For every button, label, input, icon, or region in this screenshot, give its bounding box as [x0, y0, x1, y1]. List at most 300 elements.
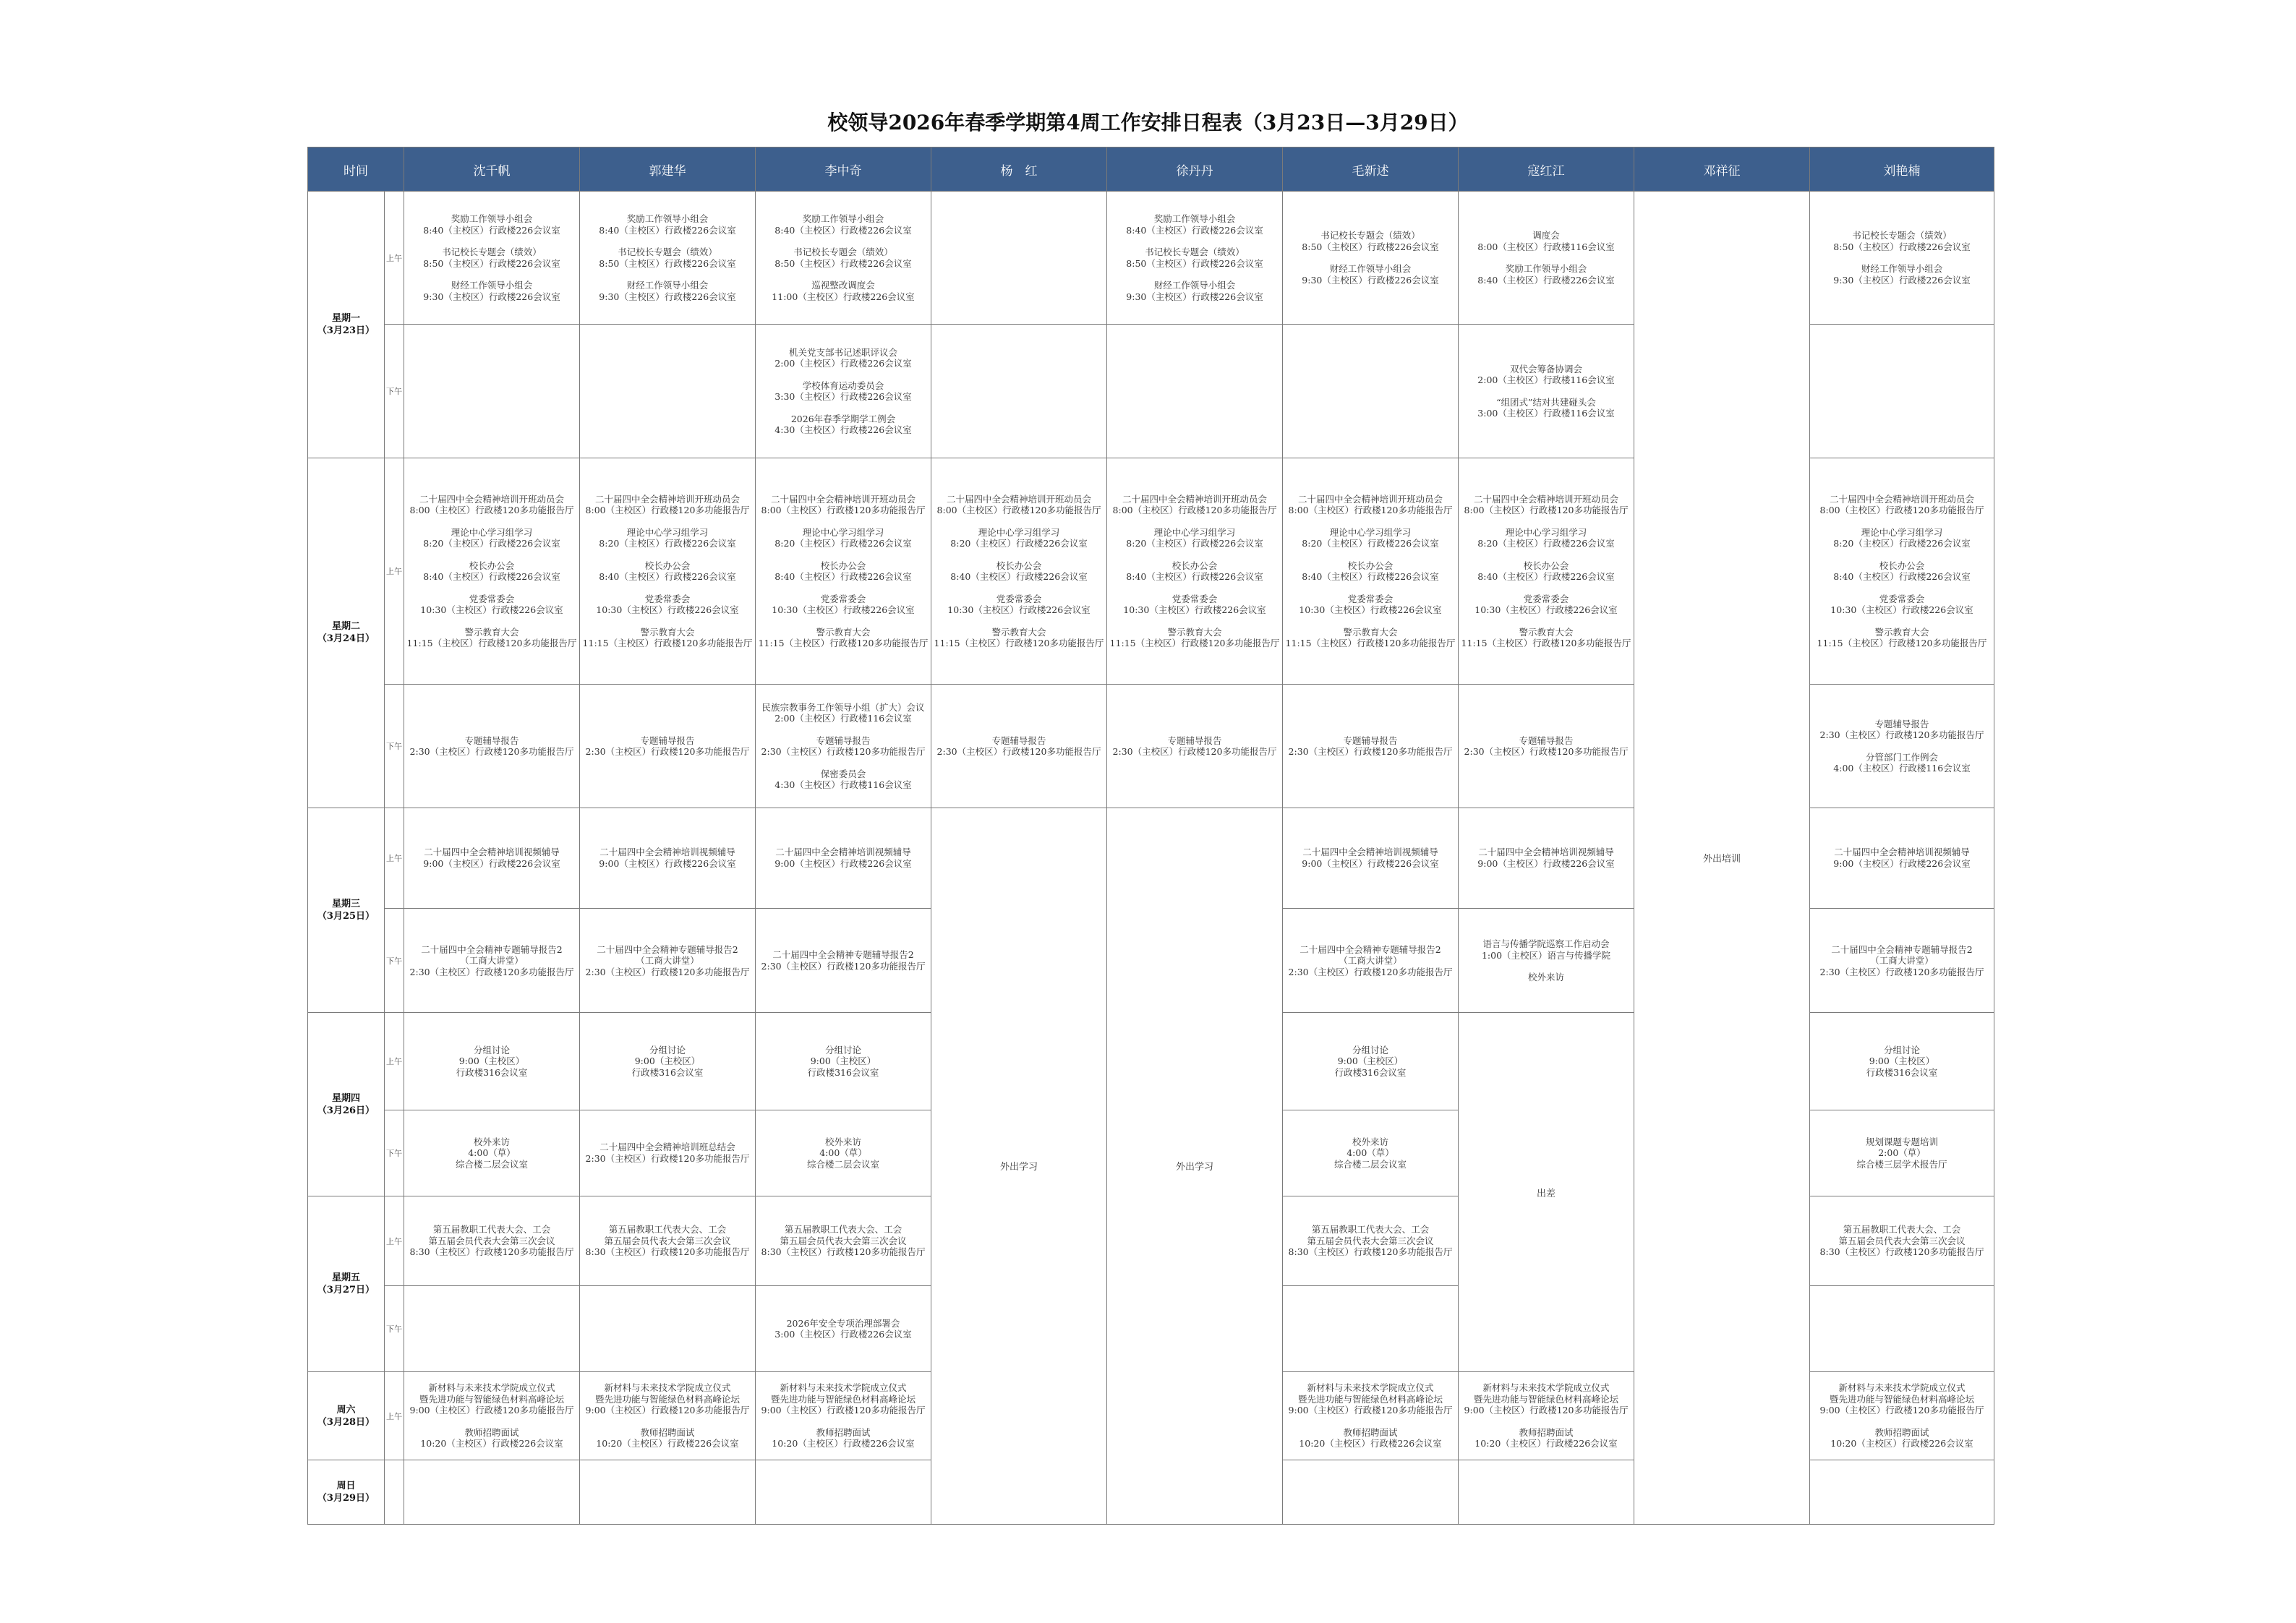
event-item: [1459, 594, 1634, 616]
event-detail: 2:30（主校区）行政楼120多功能报告厅: [936, 746, 1101, 758]
event-item: [756, 627, 931, 649]
event-item: [1810, 263, 1994, 286]
schedule-cell: [931, 325, 1107, 458]
event-item: [404, 944, 579, 978]
schedule-cell: [1459, 1372, 1634, 1460]
event-title: 奖励工作领导小组会: [626, 213, 709, 225]
event-item: [580, 594, 755, 616]
event-item: [1810, 1045, 1994, 1079]
event-item: [1810, 494, 1994, 516]
event-title: 新材料与未来技术学院成立仪式: [428, 1382, 555, 1394]
event-title: 分组讨论: [824, 1044, 861, 1055]
event-title: 二十届四中全会精神培训开班动员会: [1473, 493, 1618, 505]
schedule-cell: [404, 1196, 580, 1285]
event-item: [1459, 263, 1634, 286]
event-item: [1459, 364, 1634, 386]
event-item: [931, 594, 1106, 616]
event-detail: 8:40（主校区）行政楼226会议室: [1477, 274, 1615, 286]
event-title: 分组讨论: [1883, 1044, 1920, 1055]
schedule-cell: [931, 458, 1107, 685]
event-title: 教师招聘面试: [464, 1426, 519, 1438]
event-title: 警示教育大会: [464, 626, 519, 638]
event-title: 机关党支部书记述职评议会: [788, 346, 897, 358]
event-title: 警示教育大会: [1519, 626, 1574, 638]
event-detail: 8:50（主校区）行政楼226会议室: [423, 257, 560, 269]
event-title: 分组讨论: [649, 1044, 686, 1055]
header-person: 杨 红: [931, 147, 1107, 192]
event-detail: 8:20（主校区）行政楼226会议室: [1477, 538, 1615, 549]
event-detail: 4:30（主校区）行政楼116会议室: [774, 779, 912, 791]
event-detail: 行政楼316会议室: [631, 1066, 704, 1078]
half-label-am: 上午: [385, 1013, 404, 1110]
event-title: 保密委员会: [820, 768, 866, 779]
event-item: [1283, 627, 1458, 649]
event-title: 校长办公会: [1347, 560, 1394, 571]
event-item: [1283, 1382, 1458, 1416]
event-detail: 2:00（主校区）行政楼226会议室: [774, 358, 912, 369]
event-detail: 11:15（主校区）行政楼120多功能报告厅: [1817, 638, 1987, 649]
event-title: 专题辅导报告: [991, 735, 1046, 746]
event-detail: 9:00（主校区）: [634, 1055, 701, 1067]
event-detail: 9:00（主校区）行政楼226会议室: [1302, 857, 1439, 869]
schedule-cell: [1459, 909, 1634, 1013]
event-title: 书记校长专题会（绩效）: [618, 247, 717, 258]
event-title: 分组讨论: [473, 1044, 510, 1055]
event-item: [404, 594, 579, 616]
event-item: [1459, 1427, 1634, 1449]
event-detail: 8:00（主校区）行政楼116会议室: [1477, 241, 1615, 252]
schedule-cell: [1283, 1013, 1459, 1110]
schedule-cell: [580, 1460, 756, 1524]
schedule-cell: [1107, 458, 1283, 685]
event-item: [580, 944, 755, 978]
schedule-cell: [404, 1372, 580, 1460]
event-title: 专题辅导报告: [1167, 735, 1222, 746]
day-date: （3月23日）: [317, 325, 375, 336]
event-detail: 8:40（主校区）行政楼226会议室: [774, 571, 912, 583]
event-detail: 行政楼316会议室: [807, 1066, 879, 1078]
event-detail: 8:30（主校区）行政楼120多功能报告厅: [1819, 1246, 1984, 1258]
event-title: 财经工作领导小组会: [1861, 263, 1943, 275]
schedule-cell: [1283, 458, 1459, 685]
event-title: 新材料与未来技术学院成立仪式: [1838, 1382, 1966, 1394]
event-title: 党委常委会: [1172, 593, 1218, 604]
event-detail: 9:00（主校区）行政楼226会议室: [774, 857, 912, 869]
event-detail: 8:30（主校区）行政楼120多功能报告厅: [585, 1246, 750, 1258]
event-title: 理论中心学习组学习: [802, 526, 884, 538]
event-item: [756, 213, 931, 236]
schedule-cell: [1810, 1286, 1994, 1372]
event-title: 奖励工作领导小组会: [1153, 213, 1236, 225]
event-detail: 行政楼316会议室: [1866, 1066, 1938, 1078]
event-item: [580, 494, 755, 516]
event-detail: 10:30（主校区）行政楼226会议室: [1123, 604, 1266, 616]
event-item: [404, 847, 579, 869]
event-item: [1810, 627, 1994, 649]
event-detail: 2:30（主校区）行政楼120多功能报告厅: [585, 746, 750, 758]
event-item: [580, 847, 755, 869]
event-item: [404, 1382, 579, 1416]
event-title: 警示教育大会: [991, 626, 1046, 638]
event-detail: 9:00（主校区）行政楼226会议室: [599, 857, 736, 869]
event-title: 校长办公会: [469, 560, 515, 571]
schedule-cell: [1810, 1110, 1994, 1196]
event-detail: 8:00（主校区）行政楼120多功能报告厅: [409, 505, 574, 516]
event-title: 党委常委会: [469, 593, 515, 604]
schedule-cell: [404, 325, 580, 458]
event-title: 理论中心学习组学习: [1329, 526, 1412, 538]
day-name: 星期一: [331, 312, 360, 324]
event-item: [756, 735, 931, 758]
event-title: 书记校长专题会（绩效）: [442, 247, 542, 258]
event-title: 第五届教职工代表大会、工会: [432, 1224, 551, 1236]
event-title: 第五届教职工代表大会、工会: [608, 1224, 727, 1236]
event-detail: 综合楼三层学术报告厅: [1856, 1158, 1947, 1170]
event-title: 分管部门工作例会: [1865, 751, 1938, 763]
schedule-cell: [580, 1110, 756, 1196]
event-item: [1459, 1382, 1634, 1416]
event-detail: 1:00（主校区）语言与传播学院: [1481, 949, 1611, 961]
event-detail: 11:15（主校区）行政楼120多功能报告厅: [1285, 638, 1456, 649]
event-detail: 10:20（主校区）行政楼226会议室: [1475, 1438, 1618, 1449]
event-item: [1459, 847, 1634, 869]
event-title: 警示教育大会: [1874, 626, 1929, 638]
event-item: [1107, 560, 1282, 583]
event-title: 书记校长专题会（绩效）: [1145, 247, 1245, 258]
event-detail: 8:40（主校区）行政楼226会议室: [1126, 571, 1263, 583]
schedule-cell: [1107, 325, 1283, 458]
event-detail: 11:00（主校区）行政楼226会议室: [772, 291, 915, 302]
event-detail: 3:30（主校区）行政楼226会议室: [774, 391, 912, 403]
event-title: 党委常委会: [1879, 593, 1925, 604]
event-title: 财经工作领导小组会: [1329, 263, 1412, 275]
event-title: 教师招聘面试: [1343, 1426, 1398, 1438]
event-detail: 9:00（主校区）: [458, 1055, 525, 1067]
schedule-table: [307, 147, 1994, 1525]
event-item: [1283, 735, 1458, 758]
schedule-cell: [756, 1372, 931, 1460]
schedule-cell: [756, 1110, 931, 1196]
event-detail: 8:40（主校区）行政楼226会议室: [423, 571, 560, 583]
schedule-cell: [404, 192, 580, 325]
event-item: [756, 414, 931, 436]
schedule-cell: [1810, 1196, 1994, 1285]
event-title: 党委常委会: [1347, 593, 1394, 604]
event-item: [1107, 494, 1282, 516]
event-item: [404, 247, 579, 269]
schedule-cell: [580, 685, 756, 808]
event-detail: 8:00（主校区）行政楼120多功能报告厅: [936, 505, 1101, 516]
event-detail: 4:00（草）: [468, 1147, 516, 1159]
schedule-cell: [1459, 1460, 1634, 1524]
event-title: 理论中心学习组学习: [1861, 526, 1943, 538]
event-title: 理论中心学习组学习: [1505, 526, 1587, 538]
event-item: [1810, 719, 1994, 741]
header-person: 邓祥征: [1634, 147, 1810, 192]
event-item: [1283, 944, 1458, 978]
event-detail: 9:00（主校区）行政楼226会议室: [1477, 857, 1615, 869]
event-title: 奖励工作领导小组会: [1505, 263, 1587, 275]
schedule-cell: [931, 192, 1107, 325]
event-detail: 4:00（主校区）行政楼116会议室: [1833, 763, 1971, 774]
header-person: 毛新述: [1283, 147, 1459, 192]
event-detail: 2:30（主校区）行政楼120多功能报告厅: [585, 1152, 750, 1164]
event-detail: 9:00（主校区）: [1869, 1055, 1935, 1067]
event-item: [1283, 594, 1458, 616]
schedule-cell: [404, 1460, 580, 1524]
event-detail: 10:20（主校区）行政楼226会议室: [596, 1438, 739, 1449]
event-item: [756, 560, 931, 583]
event-detail: 8:50（主校区）行政楼226会议室: [599, 257, 736, 269]
event-item: [1810, 594, 1994, 616]
event-title: 校长办公会: [1879, 560, 1925, 571]
event-detail: 3:00（主校区）行政楼116会议室: [1477, 408, 1615, 419]
event-title: 二十届四中全会精神培训视频辅导: [775, 847, 911, 858]
event-detail: 8:40（主校区）行政楼226会议室: [1126, 224, 1263, 236]
event-item: [756, 1318, 931, 1340]
event-detail: 9:30（主校区）行政楼226会议室: [599, 291, 736, 302]
event-detail: 9:30（主校区）行政楼226会议室: [1126, 291, 1263, 302]
event-title: 校外来访: [824, 1136, 861, 1147]
event-title: 书记校长专题会（绩效）: [1852, 230, 1952, 241]
schedule-cell: [1810, 1013, 1994, 1110]
event-item: [1107, 735, 1282, 758]
event-item: [1283, 560, 1458, 583]
event-title: 二十届四中全会精神培训开班动员会: [1297, 493, 1443, 505]
event-detail: 第五届会员代表大会第三次会议: [780, 1235, 907, 1246]
day-name: 星期三: [331, 899, 360, 910]
event-detail: 第五届会员代表大会第三次会议: [604, 1235, 731, 1246]
event-detail: 2:30（主校区）行政楼120多功能报告厅: [1464, 746, 1629, 758]
event-item: [1459, 397, 1634, 419]
schedule-cell: [404, 1286, 580, 1372]
schedule-cell: [1283, 808, 1459, 908]
event-item: [756, 594, 931, 616]
half-label-am: 上午: [385, 458, 404, 685]
event-detail: 8:40（主校区）行政楼226会议室: [423, 224, 560, 236]
event-detail: 行政楼316会议室: [1334, 1066, 1407, 1078]
schedule-cell: [756, 1013, 931, 1110]
event-detail: 8:40（主校区）行政楼226会议室: [1477, 571, 1615, 583]
event-detail: 8:40（主校区）行政楼226会议室: [950, 571, 1088, 583]
schedule-cell: [1459, 325, 1634, 458]
event-detail: 暨先进功能与智能绿色材料高峰论坛: [594, 1393, 740, 1405]
event-title: 新材料与未来技术学院成立仪式: [604, 1382, 731, 1394]
event-title: 党委常委会: [996, 593, 1042, 604]
event-item: [580, 1427, 755, 1449]
schedule-cell: [1283, 1286, 1459, 1372]
event-detail: 11:15（主校区）行政楼120多功能报告厅: [406, 638, 577, 649]
event-item: [931, 627, 1106, 649]
event-title: 二十届四中全会精神培训开班动员会: [1122, 493, 1267, 505]
header-row: [308, 147, 1994, 192]
event-detail: 8:20（主校区）行政楼226会议室: [950, 538, 1088, 549]
day-name: 周六: [336, 1404, 356, 1416]
day-label: [308, 1460, 385, 1524]
event-item: [404, 280, 579, 302]
event-title: 校长办公会: [644, 560, 691, 571]
event-title: 巡视整改调度会: [811, 280, 875, 291]
event-detail: 9:00（主校区）行政楼226会议室: [1833, 857, 1971, 869]
day-label: [308, 1196, 385, 1372]
schedule-cell: [756, 1286, 931, 1372]
event-detail: 4:00（草）: [1347, 1147, 1394, 1159]
event-item: [1810, 230, 1994, 252]
event-title: 第五届教职工代表大会、工会: [1311, 1224, 1430, 1236]
event-title: 二十届四中全会精神专题辅导报告2: [1831, 943, 1973, 955]
event-title: “组团式”结对共建碰头会: [1496, 396, 1596, 408]
schedule-cell: [756, 325, 931, 458]
event-title: 专题辅导报告: [640, 735, 695, 746]
event-item: [404, 1045, 579, 1079]
event-detail: 暨先进功能与智能绿色材料高峰论坛: [1297, 1393, 1443, 1405]
event-detail: 2:30（主校区）行政楼120多功能报告厅: [585, 966, 750, 977]
event-detail: 10:30（主校区）行政楼226会议室: [947, 604, 1091, 616]
event-title: 专题辅导报告: [816, 735, 871, 746]
event-item: [1810, 1427, 1994, 1449]
half-label-empty: [385, 1460, 404, 1524]
half-label-pm: 下午: [385, 325, 404, 458]
event-item: [1459, 494, 1634, 516]
event-item: [931, 735, 1106, 758]
schedule-cell: [1459, 458, 1634, 685]
event-item: [1459, 938, 1634, 961]
event-item: [1810, 847, 1994, 869]
event-title: 二十届四中全会精神培训开班动员会: [1829, 493, 1974, 505]
event-detail: 8:50（主校区）行政楼226会议室: [774, 257, 912, 269]
event-title: 新材料与未来技术学院成立仪式: [1307, 1382, 1434, 1394]
schedule-cell: [756, 1460, 931, 1524]
event-title: 二十届四中全会精神培训开班动员会: [946, 493, 1091, 505]
event-detail: 2:30（主校区）行政楼120多功能报告厅: [1288, 966, 1453, 977]
event-item: [756, 280, 931, 302]
event-detail: 9:00（主校区）行政楼120多功能报告厅: [1819, 1405, 1984, 1416]
event-title: 校长办公会: [996, 560, 1042, 571]
event-detail: （工商大讲堂）: [636, 955, 699, 967]
day-date: （3月26日）: [317, 1105, 375, 1116]
event-title: 2026年春季学期学工例会: [790, 413, 896, 424]
event-title: 第五届教职工代表大会、工会: [1843, 1224, 1961, 1236]
event-item: [580, 280, 755, 302]
schedule-cell: [404, 808, 580, 908]
schedule-cell: [1283, 1110, 1459, 1196]
event-item: [404, 494, 579, 516]
event-item: [1283, 847, 1458, 869]
event-item: [580, 1382, 755, 1416]
half-label-pm: 下午: [385, 1110, 404, 1196]
event-detail: 8:50（主校区）行政楼226会议室: [1302, 241, 1439, 252]
event-item: [1810, 527, 1994, 549]
event-title: 警示教育大会: [640, 626, 695, 638]
event-title: 二十届四中全会精神培训视频辅导: [1834, 847, 1970, 858]
event-item: [1283, 494, 1458, 516]
event-title: 教师招聘面试: [640, 1426, 695, 1438]
event-item: [580, 213, 755, 236]
event-detail: 8:00（主校区）行政楼120多功能报告厅: [1464, 505, 1629, 516]
event-title: 二十届四中全会精神培训视频辅导: [599, 847, 735, 858]
day-date: （3月29日）: [317, 1492, 375, 1504]
event-detail: （工商大讲堂）: [1339, 955, 1402, 967]
schedule-cell: [1810, 458, 1994, 685]
event-item: [1107, 594, 1282, 616]
day-name: 周日: [336, 1480, 356, 1491]
merged-cell-yang: 外出学习: [931, 808, 1107, 1524]
day-label: [308, 192, 385, 458]
event-detail: 10:20（主校区）行政楼226会议室: [1830, 1438, 1973, 1449]
event-item: [1459, 527, 1634, 549]
event-item: [580, 1142, 755, 1164]
event-detail: 8:00（主校区）行政楼120多功能报告厅: [1288, 505, 1453, 516]
event-title: 二十届四中全会精神专题辅导报告2: [421, 943, 563, 955]
day-label: [308, 458, 385, 808]
event-item: [756, 1382, 931, 1416]
event-title: 民族宗教事务工作领导小组（扩大）会议: [761, 701, 925, 713]
schedule-cell: [1810, 1372, 1994, 1460]
event-item: [1283, 263, 1458, 286]
event-title: 二十届四中全会精神培训视频辅导: [1302, 847, 1438, 858]
event-item: [1107, 247, 1282, 269]
event-title: 校长办公会: [820, 560, 866, 571]
event-title: 二十届四中全会精神培训视频辅导: [1478, 847, 1614, 858]
event-item: [756, 247, 931, 269]
event-detail: 第五届会员代表大会第三次会议: [428, 1235, 555, 1246]
event-title: 专题辅导报告: [1519, 735, 1574, 746]
event-item: [931, 560, 1106, 583]
event-detail: 2:30（主校区）行政楼120多功能报告厅: [761, 960, 926, 972]
header-person: 寇红江: [1459, 147, 1634, 192]
event-item: [1283, 527, 1458, 549]
event-item: [1107, 527, 1282, 549]
event-item: [580, 1224, 755, 1258]
event-item: [404, 1224, 579, 1258]
event-title: 书记校长专题会（绩效）: [793, 247, 893, 258]
schedule-cell: [580, 1372, 756, 1460]
event-title: 二十届四中全会精神培训开班动员会: [419, 493, 564, 505]
schedule-cell: [580, 325, 756, 458]
event-item: [580, 247, 755, 269]
schedule-cell: [1283, 325, 1459, 458]
day-label: [308, 808, 385, 1013]
schedule-cell: [580, 1286, 756, 1372]
event-item: [404, 1427, 579, 1449]
event-title: 校长办公会: [1523, 560, 1569, 571]
event-item: [756, 347, 931, 369]
event-title: 财经工作领导小组会: [1153, 280, 1236, 291]
event-title: 分组讨论: [1352, 1044, 1388, 1055]
event-item: [1810, 560, 1994, 583]
event-item: [756, 702, 931, 724]
event-detail: 8:40（主校区）行政楼226会议室: [774, 224, 912, 236]
event-item: [756, 949, 931, 972]
event-detail: 11:15（主校区）行政楼120多功能报告厅: [758, 638, 929, 649]
event-detail: 3:00（主校区）行政楼226会议室: [774, 1329, 912, 1340]
schedule-cell: [756, 808, 931, 908]
event-title: 二十届四中全会精神培训开班动员会: [770, 493, 916, 505]
event-item: [404, 735, 579, 758]
event-item: [756, 1136, 931, 1170]
event-item: [1810, 752, 1994, 774]
event-title: 二十届四中全会精神培训班总结会: [599, 1142, 735, 1153]
event-item: [1459, 560, 1634, 583]
event-item: [1810, 1382, 1994, 1416]
event-title: 第五届教职工代表大会、工会: [784, 1224, 902, 1236]
half-label-am: 上午: [385, 1372, 404, 1460]
event-detail: 8:20（主校区）行政楼226会议室: [1833, 538, 1971, 549]
schedule-cell: [1810, 1460, 1994, 1524]
event-title: 二十届四中全会精神培训开班动员会: [594, 493, 740, 505]
event-detail: 9:30（主校区）行政楼226会议室: [1302, 274, 1439, 286]
event-detail: 8:00（主校区）行政楼120多功能报告厅: [585, 505, 750, 516]
